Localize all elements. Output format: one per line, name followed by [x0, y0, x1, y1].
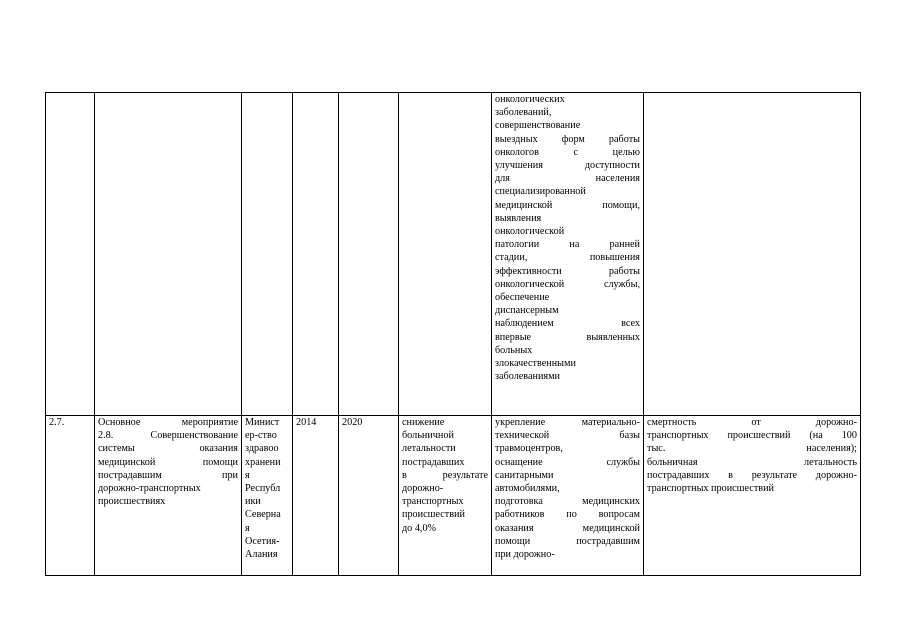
row-number-cell: 2.7. [46, 416, 95, 576]
text-line: заболеваний, [495, 107, 552, 119]
text-line: тыс. населения); [647, 443, 857, 455]
text-line: эффективности работы [495, 265, 640, 277]
text-line: онкологической службы, [495, 278, 640, 290]
text-line: хранени [245, 456, 281, 468]
table-row [46, 416, 861, 576]
text-line: онкологической [495, 226, 565, 238]
text-line: специализированной [495, 186, 586, 198]
text-line: больничной [402, 430, 454, 442]
indicator-cell [644, 93, 861, 416]
text-line: выявления [495, 212, 542, 224]
text-line: 2.8. Совершенствование [98, 430, 238, 442]
text-line: оснащение службы [495, 456, 640, 468]
executor-cell [242, 93, 293, 416]
text-line: Минист [245, 417, 280, 428]
text-line: пострадавшим при [98, 469, 238, 481]
text-line: медицинской помощи, [495, 199, 640, 211]
text-line: работников по вопросам [495, 509, 640, 521]
executor-cell [242, 416, 293, 576]
text-line: происшествий [402, 509, 465, 521]
start-year-cell: 2014 [293, 416, 339, 576]
text-line: технической базы [495, 430, 640, 442]
text-line: дорожно- [402, 483, 444, 495]
indicator-cell [644, 416, 861, 576]
text-line: снижение [402, 417, 445, 428]
text-line: транспортных [402, 496, 464, 508]
text-line: укрепление материально- [495, 417, 640, 428]
text-line: летальности [402, 443, 456, 455]
table-row [46, 93, 861, 416]
text-line: здравоо [245, 443, 279, 455]
text-line: системы оказания [98, 443, 238, 455]
text-line: Алания [245, 549, 278, 561]
text-line: смертность от дорожно- [647, 417, 857, 428]
text-line: больных [495, 344, 533, 356]
activity-name-cell [95, 416, 242, 576]
text-line: в результате [402, 469, 488, 481]
activity-name-cell [95, 93, 242, 416]
text-line: Осетия- [245, 535, 280, 547]
text-line: санитарными [495, 469, 554, 481]
text-line: подготовка медицинских [495, 496, 640, 508]
text-line: я [245, 469, 250, 481]
main-directions-cell [492, 416, 644, 576]
text-line: онкологов с целью [495, 146, 640, 158]
expected-result-cell [399, 416, 492, 576]
text-line: совершенствование [495, 120, 581, 132]
text-line: онкологических [495, 94, 565, 105]
text-line: заболеваниями [495, 371, 560, 383]
text-line: транспортных происшествий [647, 483, 774, 495]
text-line: Северна [245, 509, 281, 521]
text-line: травмоцентров, [495, 443, 563, 455]
text-line: Республ [245, 483, 281, 495]
expected-result-cell [399, 93, 492, 416]
text-line: выездных форм работы [495, 133, 640, 145]
text-line: до 4,0% [402, 522, 437, 534]
text-line: дорожно-транспортных [98, 483, 201, 495]
start-year-cell [293, 93, 339, 416]
text-line: транспортных происшествий (на 100 [647, 430, 857, 442]
text-line: патологии на ранней [495, 239, 640, 251]
text-line: помощи пострадавшим [495, 535, 640, 547]
text-line: я [245, 522, 250, 534]
main-directions-cell [492, 93, 644, 416]
text-line: ер-ство [245, 430, 277, 442]
text-line: Основное мероприятие [98, 417, 238, 428]
text-line: при дорожно- [495, 549, 555, 561]
text-line: злокачественными [495, 358, 576, 370]
text-line: пострадавших в результате дорожно- [647, 469, 857, 481]
text-line: для населения [495, 173, 640, 185]
text-line: диспансерным [495, 305, 559, 317]
text-line: улучшения доступности [495, 160, 640, 172]
text-line: обеспечение [495, 292, 550, 304]
end-year-cell [339, 93, 399, 416]
text-line: наблюдением всех [495, 318, 640, 330]
text-line: стадии, повышения [495, 252, 640, 264]
text-line: автомобилями, [495, 483, 560, 495]
text-line: оказания медицинской [495, 522, 640, 534]
text-line: происшествиях [98, 496, 166, 508]
text-line: впервые выявленных [495, 331, 640, 343]
end-year-cell: 2020 [339, 416, 399, 576]
text-line: больничная летальность [647, 456, 857, 468]
text-line: медицинской помощи [98, 456, 238, 468]
text-line: ики [245, 496, 261, 508]
program-activities-table [45, 92, 861, 576]
row-number-cell [46, 93, 95, 416]
text-line: пострадавших [402, 456, 465, 468]
